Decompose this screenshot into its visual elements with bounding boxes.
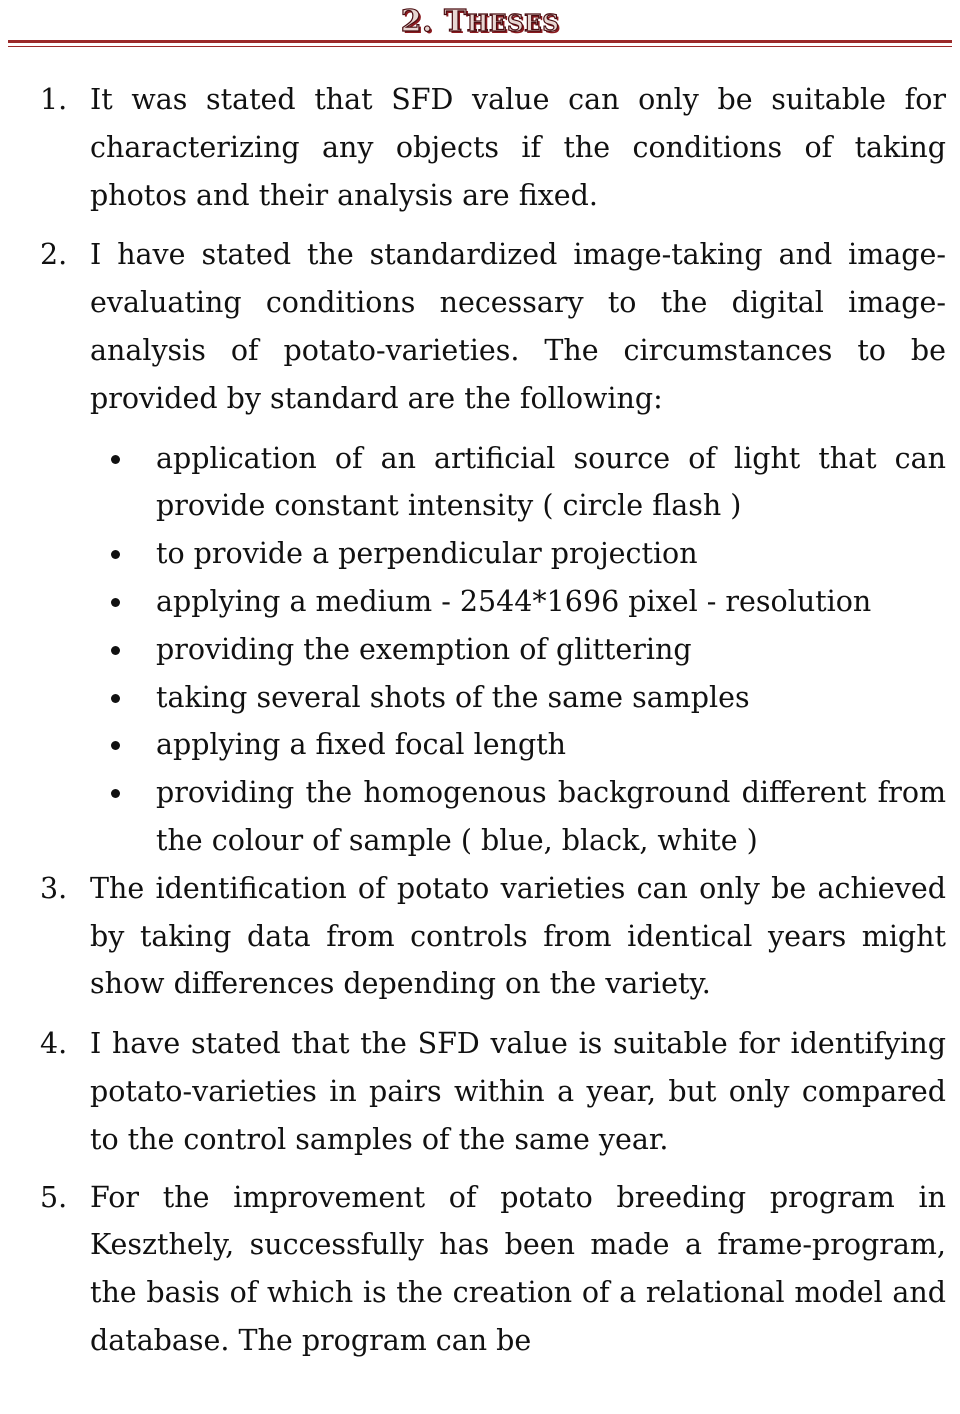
- thesis-text: I have stated the standardized image-taking and image-evaluating conditions necessary to the digital image-analysis of potato-varieties. The circumstances to be provided by standard are the following:: [90, 238, 946, 415]
- list-item: [0, 721, 960, 769]
- thesis-item-4: [0, 1020, 960, 1163]
- thesis-item-3: [0, 865, 960, 1008]
- list-item-text: applying a fixed focal length: [156, 728, 566, 762]
- list-item-text: providing the exemption of glittering: [156, 632, 692, 666]
- list-item: [0, 530, 960, 578]
- thesis-number: 3.: [40, 871, 68, 905]
- list-item: [0, 626, 960, 674]
- list-item-text: applying a medium - 2544*1696 pixel - resolution: [156, 584, 872, 618]
- thesis-text: It was stated that SFD value can only be suitable for characterizing any objects if the conditions of taking photos and their analysis are fixed.: [90, 83, 946, 212]
- section-title-initial: T: [443, 4, 467, 39]
- bullet-icon: [111, 455, 120, 464]
- thesis-text: I have stated that the SFD value is suitable for identifying potato-varieties in pairs within a year, but only compared to the control samples of the same year.: [90, 1027, 946, 1156]
- thesis-item-5: [0, 1174, 960, 1365]
- thesis-item-2: [0, 231, 960, 422]
- thesis-item-1: [0, 76, 960, 219]
- header-rule-thin: [8, 46, 952, 47]
- bullet-icon: [111, 550, 120, 559]
- bullet-icon: [111, 741, 120, 750]
- thesis-text: For the improvement of potato breeding program in Keszthely, successfully has been made a frame-program, the basis of which is the creation of a relational model and database. The program can be: [90, 1180, 946, 1357]
- list-item: [0, 578, 960, 626]
- bullet-icon: [111, 789, 120, 798]
- list-item-text: taking several shots of the same samples: [156, 680, 750, 714]
- bullet-icon: [111, 646, 120, 655]
- list-item: [0, 769, 960, 865]
- thesis-number: 1.: [40, 83, 68, 116]
- thesis-number: 2.: [40, 238, 68, 272]
- thesis-text: The identification of potato varieties can only be achieved by taking data from controls from identical years might show differences depending on the variety.: [90, 871, 946, 1001]
- page-header: [0, 0, 960, 48]
- theses-list: [0, 76, 960, 1365]
- standard-conditions-list: [0, 435, 960, 865]
- section-title-rest: HESES: [466, 10, 560, 37]
- list-item-text: to provide a perpendicular projection: [156, 537, 698, 571]
- section-title: [0, 2, 960, 44]
- list-item: [0, 674, 960, 722]
- section-number: 2.: [400, 4, 434, 39]
- list-item: [0, 435, 960, 531]
- thesis-number: 5.: [40, 1180, 68, 1214]
- list-item-text: application of an artificial source of light that can provide constant intensity ( circle flash ): [156, 441, 946, 523]
- thesis-number: 4.: [40, 1027, 68, 1061]
- header-rule-thick: [8, 40, 952, 43]
- bullet-icon: [111, 598, 120, 607]
- list-item-text: providing the homogenous background different from the colour of sample ( blue, black, white ): [156, 776, 946, 857]
- bullet-icon: [111, 694, 120, 703]
